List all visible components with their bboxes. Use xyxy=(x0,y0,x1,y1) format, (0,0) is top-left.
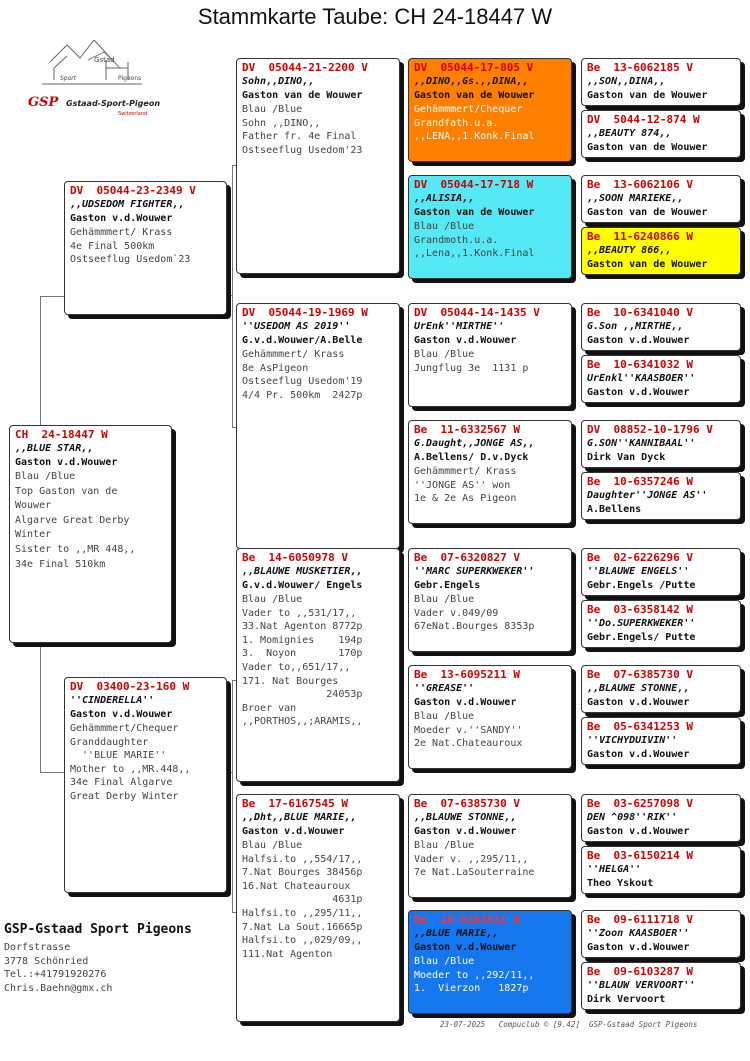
connector-line xyxy=(40,296,41,428)
breeder: Gaston v.d.Wouwer xyxy=(587,826,690,837)
info-line: Gehämmmert/Chequer xyxy=(414,104,523,115)
ring-number: DV 05044-19-1969 W xyxy=(242,306,368,319)
info-line: Sohn ,,DINO,, xyxy=(242,117,321,129)
pigeon-name: G.SON''KANNIBAAL'' xyxy=(587,438,696,449)
ring-number: Be 13-6095211 W xyxy=(414,668,520,681)
pigeon-name: ''VICHYDUIVIN'' xyxy=(587,735,678,746)
pigeon-name: ,,BEAUTY 866,, xyxy=(587,245,672,256)
ring-number: Be 09-6103287 W xyxy=(587,965,693,978)
breeder: Gaston v.d.Wouwer xyxy=(587,749,690,760)
pedigree-card-mother[interactable] xyxy=(64,677,227,893)
info-line: Algarve Great Derby xyxy=(15,514,130,526)
ring-number: Be 17-6167545 W xyxy=(242,797,348,810)
info-line: Blau /Blue xyxy=(414,594,475,605)
pedigree-card-mmm[interactable] xyxy=(408,910,572,1014)
ring-number: Be 07-6320827 V xyxy=(414,551,520,564)
info-line: Blau /Blue xyxy=(414,711,475,722)
pedigree-card-gen4[interactable] xyxy=(581,665,741,713)
connector-line xyxy=(403,845,404,963)
pigeon-name: ''GREASE'' xyxy=(414,683,475,694)
pigeon-name: ,,BLAUWE STONNE,, xyxy=(587,683,690,694)
ring-number: Be 02-6226296 V xyxy=(587,551,693,564)
info-line: 4/4 Pr. 500km 2427p xyxy=(242,389,363,401)
pedigree-card-ffm[interactable] xyxy=(408,175,572,279)
info-line: 34e Final Algarve xyxy=(70,777,173,789)
info-line: Vader to,,651/17,, xyxy=(242,661,351,673)
info-line: Wouwer xyxy=(15,500,52,512)
ring-number: CH 24-18447 W xyxy=(15,428,108,441)
info-line: 34e Final 510km xyxy=(15,558,106,570)
pigeon-name: Sohn,,DINO,, xyxy=(242,76,315,87)
pigeon-name: ''BLAUWE ENGELS'' xyxy=(587,566,690,577)
breeder: Dirk Vervoort xyxy=(587,994,666,1005)
info-line: Vader v. ,,295/11,, xyxy=(414,853,529,865)
gsp-logo xyxy=(22,40,212,120)
breeder: Dirk Van Dyck xyxy=(587,452,666,463)
pigeon-name: ''CINDERELLA'' xyxy=(70,695,155,706)
info-line: Great Derby Winter xyxy=(70,790,179,802)
pedigree-card-gen4[interactable] xyxy=(581,717,741,765)
info-line: Mother to ,,MR.448,, xyxy=(70,763,191,775)
connector-line xyxy=(575,445,576,500)
connector-line xyxy=(232,165,233,427)
info-line: Blau /Blue xyxy=(414,956,475,967)
pedigree-card-gen4[interactable] xyxy=(581,548,741,596)
breeder: Gaston van de Wouwer xyxy=(587,90,708,101)
breeder: G.v.d.Wouwer/ Engels xyxy=(242,580,363,591)
info-line: Ostseeflug Usedom'23 xyxy=(242,144,363,156)
pedigree-card-gen4[interactable] xyxy=(581,355,741,403)
print-footnote: 23-07-2025 Compuclub © [9.42] GSP-Gstaad Sport Pigeons xyxy=(440,1020,698,1029)
breeder: Gaston v.d.Wouwer xyxy=(587,697,690,708)
ring-number: Be 10-6357246 W xyxy=(587,475,693,488)
contact-block xyxy=(4,922,192,995)
info-line: Gehämmmert/Chequer xyxy=(70,723,179,734)
breeder: Gebr.Engels xyxy=(414,580,481,591)
address-city: 3778 Schönried xyxy=(4,955,89,967)
info-line: Blau /Blue xyxy=(15,471,76,482)
pigeon-name: Daughter''JONGE AS'' xyxy=(587,490,708,501)
svg-text:Gstad: Gstad xyxy=(94,56,115,64)
ring-number: DV 05044-17-805 V xyxy=(414,61,534,74)
info-line: Sister to ,,MR 448,, xyxy=(15,543,136,555)
info-line: 1. Vierzon 1827p xyxy=(414,983,529,995)
info-line: Father fr. 4e Final xyxy=(242,131,357,143)
pedigree-card-gen4[interactable] xyxy=(581,303,741,351)
info-line: Vader to ,,531/17,, xyxy=(242,607,357,619)
pigeon-name: ''BLAUW VERVOORT'' xyxy=(587,980,696,991)
ring-number: DV 05044-17-718 W xyxy=(414,178,534,191)
info-line: 1e & 2e As Pigeon xyxy=(414,493,517,505)
breeder: Gaston v.d.Wouwer xyxy=(15,457,118,468)
ring-number: Be 11-6332567 W xyxy=(414,423,520,436)
info-line: 16.Nat Chateauroux xyxy=(242,880,351,892)
svg-text:Sport: Sport xyxy=(60,75,77,82)
pedigree-card-fmm[interactable] xyxy=(408,420,572,524)
pigeon-name: ''HELGA'' xyxy=(587,864,642,875)
pedigree-card-mfm[interactable] xyxy=(408,665,572,769)
breeder: Theo Yskout xyxy=(587,878,654,889)
breeder: Gaston v.d.Wouwer xyxy=(414,335,517,346)
pigeon-name: ,,BLUE STAR,, xyxy=(15,443,94,454)
org-name: GSP-Gstaad Sport Pigeons xyxy=(4,922,192,937)
info-line: Gehämmmert/ Krass xyxy=(70,227,173,238)
ring-number: DV 03400-23-160 W xyxy=(70,680,190,693)
info-line: Jungflug 3e 1131 p xyxy=(414,362,529,374)
info-line: Gehämmmert/ Krass xyxy=(414,466,517,477)
ring-number: Be 07-6385730 V xyxy=(587,668,693,681)
connector-line xyxy=(575,692,576,748)
info-line: ''BLUE MARIE'' xyxy=(70,750,167,762)
pigeon-name: ,,UDSEDOM FIGHTER,, xyxy=(70,199,185,210)
ring-number: Be 03-6150214 W xyxy=(587,849,693,862)
ring-number: Be 10-6163831 W xyxy=(414,913,520,926)
pigeon-name: ''MARC SUPERKWEKER'' xyxy=(414,566,535,577)
info-line: 3. Noyon 170p xyxy=(242,648,363,660)
breeder: A.Bellens/ D.v.Dyck xyxy=(414,452,529,463)
info-line: Ostseeflug Usedom'19 xyxy=(242,376,363,388)
breeder: Gaston v.d.Wouwer xyxy=(587,387,690,398)
info-line: 33.Nat Agenton 8772p xyxy=(242,621,363,633)
connector-line xyxy=(575,85,576,140)
info-line: 171. Nat Bourges xyxy=(242,675,339,687)
info-line: Top Gaston van de xyxy=(15,485,118,497)
pedigree-card-gen4[interactable] xyxy=(581,227,741,275)
svg-text:Switzerland: Switzerland xyxy=(118,111,148,117)
ring-number: Be 10-6341032 W xyxy=(587,358,693,371)
info-line: Granddaughter xyxy=(70,736,149,748)
ring-number: DV 05044-23-2349 V xyxy=(70,184,196,197)
ring-number: DV 05044-21-2200 V xyxy=(242,61,368,74)
info-line: ''JONGE AS'' won xyxy=(414,479,511,491)
info-line: ,,Lena,,1.Konk.Final xyxy=(414,248,535,260)
info-line: Broer van xyxy=(242,702,297,714)
connector-line xyxy=(403,118,404,228)
info-line: 7.Nat Bourges 38456p xyxy=(242,867,363,879)
address-street: Dorfstrasse xyxy=(4,942,71,953)
info-line: 8e AsPigeon xyxy=(242,362,309,374)
breeder: Gaston v.d.Wouwer xyxy=(414,826,517,837)
info-line: 7e Nat.LaSouterraine xyxy=(414,867,535,879)
breeder: Gaston v.d.Wouwer xyxy=(70,213,173,224)
info-line: Winter xyxy=(15,529,52,541)
pigeon-name: ''Zoon KAASBOER'' xyxy=(587,928,690,939)
pedigree-card-mm[interactable] xyxy=(236,794,400,1022)
pedigree-card-mf[interactable] xyxy=(236,548,400,782)
breeder: Gaston van de Wouwer xyxy=(242,90,363,101)
info-line: 7.Nat La Sout.16665p xyxy=(242,921,363,933)
pigeon-name: ,,BLAUWE STONNE,, xyxy=(414,812,517,823)
pedigree-card-fff[interactable] xyxy=(408,58,572,162)
info-line: Blau /Blue xyxy=(242,840,303,851)
pedigree-card-gen4[interactable] xyxy=(581,472,741,520)
breeder: Gaston van de Wouwer xyxy=(587,259,708,270)
info-line: Gehämmmert/ Krass xyxy=(242,349,345,360)
pigeon-name: UrEnkl''KAASBOER'' xyxy=(587,373,696,384)
ring-number: Be 14-6050978 V xyxy=(242,551,348,564)
svg-text:Pigeons: Pigeons xyxy=(118,75,142,82)
breeder: Gaston v.d.Wouwer xyxy=(242,826,345,837)
info-line: Blau /Blue xyxy=(414,221,475,232)
ring-number: Be 11-6240866 W xyxy=(587,230,693,243)
breeder: Gaston van de Wouwer xyxy=(587,142,708,153)
pigeon-name: ,,Dht,,BLUE MARIE,, xyxy=(242,812,357,823)
breeder: Gaston v.d.Wouwer xyxy=(414,697,517,708)
info-line: Moeder v.''SANDY'' xyxy=(414,724,523,736)
ring-number: DV 5044-12-874 W xyxy=(587,113,700,126)
info-line: Grandmoth.u.a. xyxy=(414,234,499,246)
mountain-logo-icon xyxy=(22,40,212,120)
breeder: Gaston v.d.Wouwer xyxy=(587,942,690,953)
breeder: Gaston van de Wouwer xyxy=(587,207,708,218)
pigeon-name: G.Son ,,MIRTHE,, xyxy=(587,321,684,332)
connector-line xyxy=(232,680,233,912)
pedigree-card-fm[interactable] xyxy=(236,303,400,549)
connector-line xyxy=(575,822,576,878)
ring-number: DV 08852-10-1796 V xyxy=(587,423,713,436)
pedigree-card-father[interactable] xyxy=(64,181,227,315)
info-line: Blau /Blue xyxy=(414,840,475,851)
info-line: Halfsi.to ,,554/17,, xyxy=(242,853,363,865)
ring-number: Be 07-6385730 V xyxy=(414,797,520,810)
pigeon-name: ''USEDOM AS 2019'' xyxy=(242,321,351,332)
pedigree-card-gen4[interactable] xyxy=(581,962,741,1010)
pigeon-name: ,,BLAUWE MUSKETIER,, xyxy=(242,566,363,577)
pedigree-card-subject[interactable] xyxy=(9,425,172,643)
breeder: Gebr.Engels /Putte xyxy=(587,580,696,591)
connector-line xyxy=(40,642,41,772)
info-line: 4e Final 500km xyxy=(70,240,155,252)
info-line: ,,LENA,,1.Konk.Final xyxy=(414,131,535,143)
connector-line xyxy=(403,600,404,718)
pedigree-card-gen4[interactable] xyxy=(581,846,741,894)
pigeon-name: ,,ALISIA,, xyxy=(414,193,475,204)
svg-text:Gstaad-Sport-Pigeon: Gstaad-Sport-Pigeon xyxy=(66,99,161,108)
connector-line xyxy=(40,772,65,773)
pigeon-name: ,,BLUE MARIE,, xyxy=(414,928,499,939)
info-line: 1. Momignies 194p xyxy=(242,634,363,646)
info-line: Moeder to ,,292/11,, xyxy=(414,969,535,981)
breeder: Gebr.Engels/ Putte xyxy=(587,632,696,643)
info-line: 111.Nat Agenton xyxy=(242,948,333,960)
breeder: Gaston van de Wouwer xyxy=(414,90,535,101)
phone: Tel.:+41791920276 xyxy=(4,969,107,980)
ring-number: DV 05044-14-1435 V xyxy=(414,306,540,319)
connector-line xyxy=(575,938,576,994)
info-line: Halfsi.to ,,029/09,, xyxy=(242,935,363,947)
info-line: Vader v.049/09 xyxy=(414,607,499,619)
ring-number: Be 05-6341253 W xyxy=(587,720,693,733)
pedigree-card-gen4[interactable] xyxy=(581,175,741,223)
info-line: Blau /Blue xyxy=(414,349,475,360)
pigeon-name: G.Daught,,JONGE AS,, xyxy=(414,438,535,449)
ring-number: Be 13-6062185 V xyxy=(587,61,693,74)
info-line: Halfsi.to ,,295/11,, xyxy=(242,907,363,919)
pigeon-name: ,,SON,,DINA,, xyxy=(587,76,666,87)
pedigree-card-gen4[interactable] xyxy=(581,600,741,648)
info-line: Blau /Blue xyxy=(242,104,303,115)
pedigree-card-gen4[interactable] xyxy=(581,58,741,106)
info-line: 67eNat.Bourges 8353p xyxy=(414,621,535,633)
info-line: 2e Nat.Chateauroux xyxy=(414,738,523,750)
pigeon-name: ,,DINO,,Gs.,,DINA,, xyxy=(414,76,529,87)
ring-number: Be 03-6358142 W xyxy=(587,603,693,616)
connector-line xyxy=(575,328,576,383)
info-line: Ostseeflug Usedom`23 xyxy=(70,254,191,266)
pedigree-card-gen4[interactable] xyxy=(581,420,741,468)
pedigree-card-fmf[interactable] xyxy=(408,303,572,407)
svg-text:GSP: GSP xyxy=(28,95,59,110)
pedigree-card-ff[interactable] xyxy=(236,58,400,274)
ring-number: Be 10-6341040 V xyxy=(587,306,693,319)
info-line: ,,PORTHOS,,;ARAMIS,, xyxy=(242,716,363,728)
pedigree-card-mff[interactable] xyxy=(408,548,572,652)
pedigree-card-mmf[interactable] xyxy=(408,794,572,898)
breeder: Gaston van de Wouwer xyxy=(414,207,535,218)
pigeon-name: UrEnk''MIRTHE'' xyxy=(414,321,505,332)
pedigree-card-gen4[interactable] xyxy=(581,794,741,842)
connector-line xyxy=(403,350,404,474)
info-line: 4631p xyxy=(242,894,363,906)
breeder: G.v.d.Wouwer/A.Belle xyxy=(242,335,363,346)
pigeon-name: ,,BEAUTY 874,, xyxy=(587,128,672,139)
info-line: 24053p xyxy=(242,689,363,701)
breeder: Gaston v.d.Wouwer xyxy=(414,942,517,953)
pigeon-name: ''Do.SUPERKWEKER'' xyxy=(587,618,696,629)
info-line: Blau /Blue xyxy=(242,594,303,605)
breeder: Gaston v.d.Wouwer xyxy=(70,709,173,720)
ring-number: Be 03-6257098 V xyxy=(587,797,693,810)
ring-number: Be 09-6111718 V xyxy=(587,913,693,926)
email-link[interactable]: Chris.Baehn@gmx.ch xyxy=(4,982,113,994)
pedigree-card-gen4[interactable] xyxy=(581,910,741,958)
pigeon-name: ,,SOON MARIEKE,, xyxy=(587,193,684,204)
info-line: Grandfath.u.a. xyxy=(414,117,499,129)
page-title: Stammkarte Taube: CH 24-18447 W xyxy=(197,4,553,29)
ring-number: Be 13-6062106 V xyxy=(587,178,693,191)
pigeon-name: DEN ^098''RIK'' xyxy=(587,812,678,823)
breeder: A.Bellens xyxy=(587,504,642,515)
breeder: Gaston v.d.Wouwer xyxy=(587,335,690,346)
pedigree-card-gen4[interactable] xyxy=(581,110,741,158)
connector-line xyxy=(40,296,65,297)
connector-line xyxy=(575,576,576,632)
connector-line xyxy=(575,200,576,255)
